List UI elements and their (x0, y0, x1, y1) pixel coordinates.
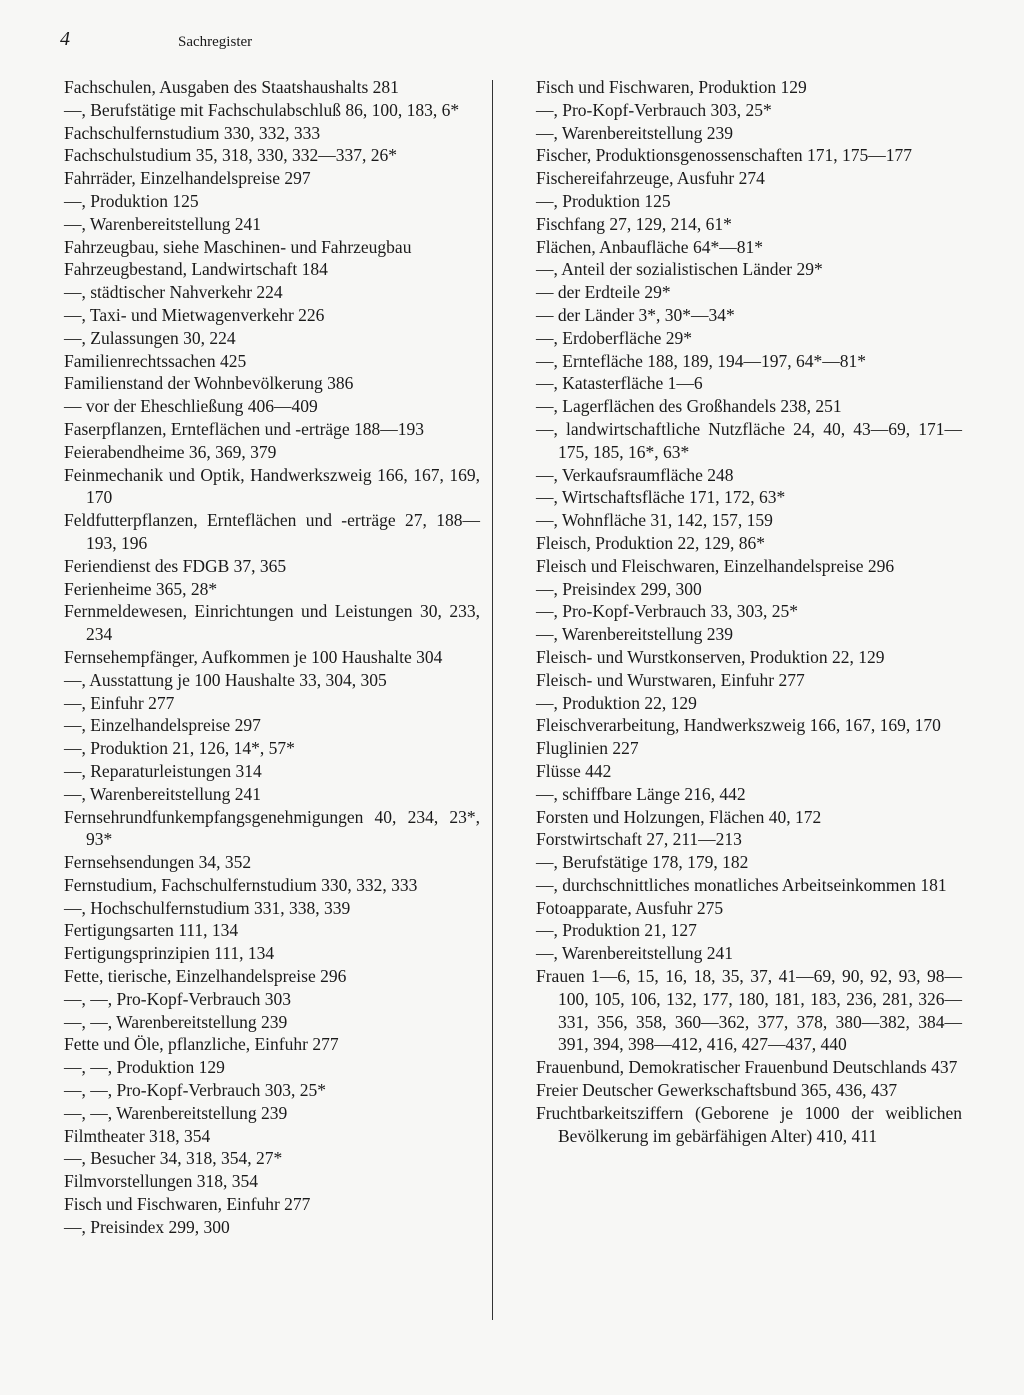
index-entry: Feinmechanik und Optik, Handwerkszweig 166, 167, 169, 170 (64, 464, 480, 508)
index-entry: Fleisch- und Wurstwaren, Einfuhr 277 (536, 669, 805, 690)
index-entry: —, Katasterfläche 1—6 (536, 373, 703, 394)
index-entry: Fette, tierische, Einzelhandelspreise 296 (64, 966, 347, 987)
index-entry: —, Einfuhr 277 (64, 692, 175, 713)
index-entry: Fischfang 27, 129, 214, 61* (536, 213, 732, 234)
index-entry: Fleisch- und Wurstkonserven, Produktion 22, 129 (536, 646, 885, 667)
index-entry: —, Anteil der sozialistischen Länder 29* (536, 259, 823, 280)
index-entry: —, Taxi- und Mietwagenverkehr 226 (64, 304, 325, 325)
column-divider (492, 80, 493, 1320)
index-entry: Flächen, Anbaufläche 64*—81* (536, 236, 763, 257)
index-entry: Familienstand der Wohnbevölkerung 386 (64, 373, 354, 394)
index-entry: Filmtheater 318, 354 (64, 1125, 211, 1146)
index-entry: —, Hochschulfernstudium 331, 338, 339 (64, 897, 351, 918)
index-entry: Fisch und Fischwaren, Einfuhr 277 (64, 1194, 311, 1215)
index-entry: —, —, Produktion 129 (64, 1057, 225, 1078)
index-entry: Fotoapparate, Ausfuhr 275 (536, 897, 724, 918)
index-entry: —, Reparaturleistungen 314 (64, 760, 262, 781)
index-entry: Fernsehempfänger, Aufkommen je 100 Haushalte 304 (64, 646, 443, 667)
index-entry: —, —, Warenbereitstellung 239 (64, 1011, 288, 1032)
index-entry: Feldfutterpflanzen, Ernteflächen und -erträge 27, 188—193, 196 (64, 510, 480, 553)
index-entry: Fleisch und Fleischwaren, Einzelhandelspreise 296 (536, 555, 895, 576)
index-entry: —, Produktion 21, 127 (536, 920, 697, 941)
index-entry: —, Produktion 22, 129 (536, 692, 697, 713)
index-entry: Fernmeldewesen, Einrichtungen und Leistungen 30, 233, 234 (64, 601, 480, 645)
index-entry: —, Warenbereitstellung 239 (536, 624, 734, 645)
index-entry: Fahrräder, Einzelhandelspreise 297 (64, 168, 311, 189)
index-entry: Fachschulfernstudium 330, 332, 333 (64, 122, 321, 143)
index-entry: —, Wirtschaftsfläche 171, 172, 63* (536, 487, 786, 508)
index-entry: —, Verkaufsraumfläche 248 (536, 464, 734, 485)
index-entry: Fachschulen, Ausgaben des Staatshaushalts 281 (64, 77, 399, 97)
index-entry: Frauenbund, Demokratischer Frauenbund Deutschlands 437 (536, 1057, 958, 1078)
index-entry: — der Erdteile 29* (536, 282, 671, 303)
index-entry: Fertigungsarten 111, 134 (64, 920, 239, 941)
index-column-right (522, 76, 962, 1147)
index-entry: Fernstudium, Fachschulfernstudium 330, 332, 333 (64, 874, 418, 895)
index-entry: Ferienheime 365, 28* (64, 578, 218, 599)
index-entry: Fleischverarbeitung, Handwerkszweig 166, 167, 169, 170 (536, 715, 941, 736)
index-entry: Forstwirtschaft 27, 211—213 (536, 829, 742, 850)
index-entry: Forsten und Holzungen, Flächen 40, 172 (536, 806, 822, 827)
index-entry: Fischereifahrzeuge, Ausfuhr 274 (536, 168, 765, 189)
index-entry: Feierabendheime 36, 369, 379 (64, 441, 277, 462)
index-entry: Flüsse 442 (536, 760, 612, 781)
index-entry: —, Besucher 34, 318, 354, 27* (64, 1148, 283, 1169)
index-entry: Fette und Öle, pflanzliche, Einfuhr 277 (64, 1034, 339, 1055)
index-entry: —, Ausstattung je 100 Haushalte 33, 304, 305 (64, 669, 387, 690)
index-entry: —, Warenbereitstellung 239 (536, 122, 734, 143)
index-entry: —, Warenbereitstellung 241 (536, 943, 734, 964)
index-entry: Faserpflanzen, Ernteflächen und -erträge 188—193 (64, 418, 425, 439)
index-entry: — vor der Eheschließung 406—409 (64, 396, 318, 417)
index-entry: Fisch und Fischwaren, Produktion 129 (536, 77, 807, 97)
index-entry: —, Wohnfläche 31, 142, 157, 159 (536, 510, 773, 531)
index-entry: —, —, Warenbereitstellung 239 (64, 1102, 288, 1123)
index-entry: Fahrzeugbestand, Landwirtschaft 184 (64, 259, 328, 280)
index-entry: —, Pro-Kopf-Verbrauch 33, 303, 25* (536, 601, 798, 622)
index-entry: Fleisch, Produktion 22, 129, 86* (536, 532, 765, 553)
index-entry: —, Produktion 21, 126, 14*, 57* (64, 738, 295, 759)
index-entry: —, —, Pro-Kopf-Verbrauch 303, 25* (64, 1080, 326, 1101)
index-entry: —, Pro-Kopf-Verbrauch 303, 25* (536, 99, 772, 120)
index-entry: —, Erdoberfläche 29* (536, 327, 692, 348)
index-entry: —, Lagerflächen des Großhandels 238, 251 (536, 396, 842, 417)
index-entry: —, Erntefläche 188, 189, 194—197, 64*—81* (536, 350, 867, 371)
index-entry: Fachschulstudium 35, 318, 330, 332—337, 26* (64, 145, 397, 166)
index-entry: Familienrechtssachen 425 (64, 350, 247, 371)
index-entry: Feriendienst des FDGB 37, 365 (64, 555, 287, 576)
index-entry: Fertigungsprinzipien 111, 134 (64, 943, 275, 964)
index-column-left (50, 76, 480, 1239)
index-entry: Filmvorstellungen 318, 354 (64, 1171, 258, 1192)
index-entry: —, —, Pro-Kopf-Verbrauch 303 (64, 988, 291, 1009)
index-entry: Frauen 1—6, 15, 16, 18, 35, 37, 41—69, 90, 92, 93, 98—100, 105, 106, 132, 177, 180, 181, 183, 236, 281, 326—331, 356, 358, 360—362, 377, 378, 380—382, 384—391, 394, 398—412, 416, 427—437, 440 (536, 966, 962, 1055)
index-entry: Fernsehsendungen 34, 352 (64, 852, 252, 873)
index-entry: —, durchschnittliches monatliches Arbeitseinkommen 181 (536, 874, 947, 895)
index-entry: —, Berufstätige mit Fachschulabschluß 86, 100, 183, 6* (64, 99, 460, 120)
index-entry: —, städtischer Nahverkehr 224 (64, 282, 283, 303)
index-entry: Fernsehrundfunkempfangsgenehmigungen 40, 234, 23*, 93* (64, 806, 480, 850)
page-number: 4 (60, 28, 70, 50)
index-entry: —, Preisindex 299, 300 (64, 1216, 230, 1237)
index-entry: —, Produktion 125 (64, 190, 199, 211)
index-entry: —, Warenbereitstellung 241 (64, 783, 262, 804)
index-entry: Fruchtbarkeitsziffern (Geborene je 1000 der weiblichen Bevölkerung im gebärfähigen Alter) 410, 411 (536, 1102, 962, 1146)
index-entry: —, Warenbereitstellung 241 (64, 213, 262, 234)
index-entry: —, schiffbare Länge 216, 442 (536, 783, 746, 804)
index-entry: —, Produktion 125 (536, 190, 671, 211)
index-entry: Freier Deutscher Gewerkschaftsbund 365, 436, 437 (536, 1080, 898, 1101)
index-entry: Fischer, Produktionsgenossenschaften 171, 175—177 (536, 145, 912, 166)
index-entry: —, Zulassungen 30, 224 (64, 327, 236, 348)
index-entry: Fahrzeugbau, siehe Maschinen- und Fahrzeugbau (64, 236, 412, 257)
index-entry: — der Länder 3*, 30*—34* (536, 304, 735, 325)
running-title: Sachregister (178, 34, 253, 50)
index-entry: —, Preisindex 299, 300 (536, 578, 702, 599)
index-entry: Fluglinien 227 (536, 738, 639, 759)
index-entry: —, Einzelhandelspreise 297 (64, 715, 261, 736)
index-entry: —, Berufstätige 178, 179, 182 (536, 852, 749, 873)
index-entry: —, landwirtschaftliche Nutzfläche 24, 40, 43—69, 171—175, 185, 16*, 63* (536, 418, 962, 462)
